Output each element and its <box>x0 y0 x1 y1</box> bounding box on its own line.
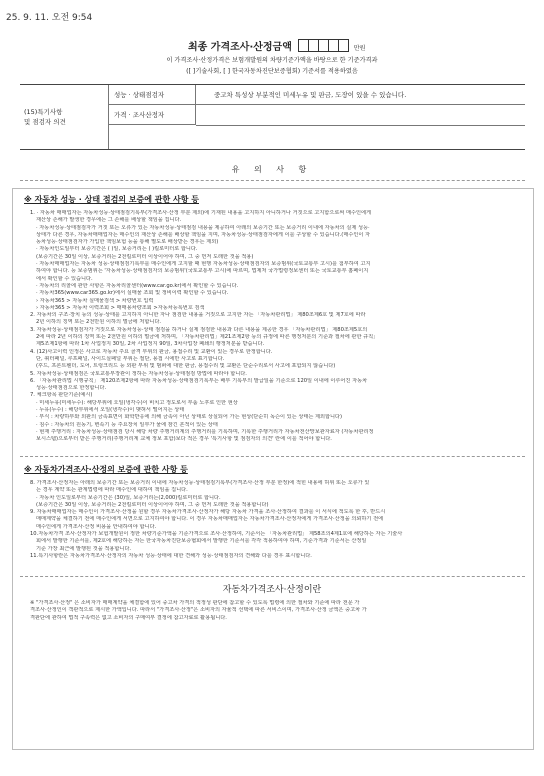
inspector-label: 성능 · 상태점검자 <box>108 85 196 105</box>
notice-line: · 자동차인도일부터 보증기간은 ( )일, 보증거리는 ( )킬로미터로 합니다. <box>36 246 198 253</box>
notice-line: 격조사·산정인이 객관적으로 제시한 가액입니다. 따라서 "가격조사·산정"은 소비자의 자율적 선택에 따른 서비스이며, 가격조사·산정 금액은 중고차 가 <box>30 607 367 614</box>
notice-line: · 자동차성능·상태점검자가 거짓 또는 오류가 있는 자동차성능·상태점검 내용을 제공하여 아래의 보증기간 또는 보증거리 이내에 자동차의 실제 성능· <box>36 224 370 231</box>
notice-line: · 미세누유(미세누수): 해당부위에 오일(냉각수)이 비치고 정도로서 부품 노후로 인한 현상 <box>36 399 238 406</box>
remarks-label-1: (15)특기사항 <box>24 108 63 116</box>
inspector-opinion: 중고차 특성상 부분적인 미세누유 및 판금, 도장이 있을 수 있습니다. <box>196 85 525 105</box>
notice-line: 는 경우 계약 또는 관계법령에 따라 매수인에 대하여 책임을 집니다. <box>36 487 188 494</box>
print-timestamp: 25. 9. 11. 오전 9:54 <box>6 13 93 23</box>
notice-line: 2년 이하의 징역 또는 2천만원 이하의 벌금에 처합니다. <box>36 319 162 326</box>
section2-body <box>30 480 530 560</box>
standard-book-line: ([ ]기술사회, [ ] 한국자동차진단보증협회) 기준서를 적용하였음 <box>186 68 358 75</box>
final-price-label: 최종 가격조사·산정금액 <box>188 42 292 53</box>
notice-line: 10.자동차가격 조사·산정자가 보험개발원이 정한 차량기준가액을 기준가격으로 조사·산정하여, 기준서는 「자동차관리법」 제58조의4제1호에 해당하는 자는 기술사 <box>30 531 403 538</box>
price-digit-boxes <box>298 39 348 55</box>
section3-body <box>24 600 524 622</box>
notice-line: (보증기간은 30일 이상, 보증거리는 2천킬로미터 이상이어야 하며, 그 중 먼저 도래한 것을 적용합니다) <box>36 501 269 508</box>
notice-line: · 자동차 인도일로부터 보증기간은 (30)일, 보증거리는(2,000)킬로미터로 합니다. <box>36 494 221 501</box>
divider <box>20 456 525 457</box>
notice-line: (보증기간은 30일 이상, 보증거리는 2천킬로미터 이상이어야 하며, 그 중 먼저 도래한 것을 적용) <box>36 253 254 260</box>
notice-line: › 자동차365 > 자동차 이력조회 > 매매용차량조회 >자동차등록번호 검색 <box>36 304 205 311</box>
appraiser-opinion <box>196 105 525 126</box>
remarks-table <box>20 84 525 150</box>
notice-line: 에서 확인할 수 있습니다. <box>36 275 93 282</box>
section1-body <box>30 210 530 444</box>
final-price-title <box>188 38 365 55</box>
notice-line: 매매계약을 체결하기 전에 매수인에게 서면으로 고지하여야 합니다. 이 경우 자동차매매업자는 자동차가격조사·산정자에게 가격조사·산정을 의뢰하기 전에 <box>36 516 384 523</box>
notice-line: · 자동차의 리콜에 관한 사항은 자동차리콜센터(www.car.go.kr)에서 확인할 수 있습니다. <box>36 282 239 289</box>
notice-line: 5. 자동차성능·상태점검은 국토교통부장관이 정하는 자동차성능·상태점검 방법에 따라야 합니다. <box>30 370 247 377</box>
notice-line: 하여야 합니다. 등 보증범위는 '자동차성능·상태점검자의 보증범위'(국토교통부 고시)에 따르며, 법제처 국가법령정보센터 또는 국토교통부 홈페이지 <box>36 268 369 275</box>
section2-title: ※ 자동차가격조사·산정의 보증에 관한 사항 등 <box>24 465 188 474</box>
notice-line: · 자동차매매업자는 자동차 성능·상태점검기록부를 매수인에게 고지할 때 현행 자동차성능·상태점검자의 보증범위(국토교통부 고시)를 첨부하여 고지 <box>36 261 371 268</box>
remarks-label-cell <box>20 85 109 149</box>
notice-line: 7. 체크항목 판단기준(예시) <box>30 392 93 399</box>
notice-line: 동차성능·상태점검자가 가입한 책임보험 등을 통해 별도로 배상받는 경우는 제외) <box>36 239 219 246</box>
notice-line: 제5조제1항에 따라 1차 사업정지 30일, 2차 사업정지 90일, 3차사업장 폐쇄의 행정처분을 받습니다. <box>36 341 265 348</box>
notice-line: ※ "가격조사·산정" 은 소비자가 매매계약을 체결함에 있어 중고차 가격의 적정성 판단에 참고할 수 있도록 법령에 의한 절차와 기준에 따라 전문 가 <box>30 600 360 606</box>
notice-line: 매수인에게 가격조사·산정 비용을 안내하여야 합니다. <box>36 523 157 530</box>
notice-line: (후드, 프론트휀더, 도어, 트렁크리드 등 외판 부위 및 범퍼에 대한 판금, 용접수리 및 교환은 단순수리로서 사고에 포함되지 않습니다) <box>36 363 336 370</box>
notice-line: 3. 자동차성능·상태점검자가 거짓으로 자동차성능·상태 점검을 하거나 실제 점검한 내용과 다른 내용을 제공한 경우 「자동차관리법」 제80조제5호의 <box>30 326 368 333</box>
appraiser-label: 가격 · 조사산정자 <box>108 105 196 125</box>
notice-line: 상태가 다른 경우, 자동차매매업자는 매수인의 재산상 손해를 배상할 책임을 지며, 자동차성능·상태점검자에게 이를 구상할 수 있습니다.(매수인이 자 <box>36 231 371 238</box>
notice-heading: 유 의 사 항 <box>231 165 313 174</box>
price-basis-line: 이 가격조사·산정가격은 보험개발원의 차량기준가액을 바탕으로 한 기준가격과 <box>166 57 378 64</box>
notice-line: › 자동차365 > 자동차 실매물검색 > 차량번호 입력 <box>36 297 154 304</box>
notice-line: 1. · 자동차 매매업자는 자동차성능·상태점검기록부(가격조사·산정 부분 제외)에 기재된 내용을 고지하지 아니하거나 거짓으로 고지함으로써 매수인에게 <box>30 210 372 216</box>
notice-line: 기준 가장 최근에 발행된 것을 적용합니다. <box>36 545 132 552</box>
price-unit: 만원 <box>353 45 366 52</box>
notice-line: · 부식 : 차량하부와 외판의 금속표면이 화학반응에 의해 금속이 아닌 상태로 상실되어 가는 현상(단순히 녹슨이 있는 상태는 제외합니다) <box>36 414 343 421</box>
notice-line: 2에 따라 2년 이하의 징역 또는 2천만원 이하의 벌금에 처하며, 「자동차관리법」제21조제2항 등의 규정에 따른 행정처분의 기준과 절차에 관한 규칙」 <box>36 334 379 341</box>
notice-line: 4. (12)사고이력 인정은 사고로 자동차 주요 골격 부위의 판금, 용접수리 및 교환이 있는 경우로 한정합니다. <box>30 348 273 355</box>
notice-line: 단, 쿼터패널, 루프패널, 사이드실패널 부위는 절단, 용접 시에만 사고로 표기합니다. <box>36 355 225 362</box>
notice-line: 보시스템)으로부터 받은 주행거리(주행거리계 교체 정보 포함)보다 적은 경우 '특기사항 및 점검자의 의견' 란에 이를 적어야 합니다. <box>36 436 332 443</box>
notice-line: · 자동차365(www.car365.go.kr)에서 실매물 조회 및 정비이력 확인할 수 있습니다. <box>36 290 229 297</box>
notice-line: 재산상 손해가 발생한 경우에는 그 손해를 배상할 책임을 집니다. <box>36 217 182 224</box>
divider <box>20 576 525 577</box>
notice-line: 2. 자동차의 구조·장치 등의 성능·상태를 고지하지 아니한 자나 점검한 내용을 거짓으로 고지한 자는 「자동차관리법」 제80조제6호 및 제7호에 따라 <box>30 312 366 319</box>
notice-line: · 누유(누수) : 해당부위에서 오일(냉각수)이 맺혀서 떨어지는 상태 <box>36 407 185 414</box>
divider <box>20 180 525 181</box>
notice-line: 회에서 발행한 기준서를, 제2호에 해당하는 자는 한국자동차진단보증협회에서 발행한 기준서를 각각 적용하여야 하며, 기준가격과 기준서는 산정일 <box>36 538 367 545</box>
section3-title: 자동차가격조사·산정이란 <box>222 585 322 595</box>
notice-line: 6. 「자동차관리법 시행규칙」 제120조제2항에 따라 자동차성능·상태점검기록부는 배부 기록부의 발급일을 기준으로 120일 이내에 이루어진 자동차 <box>30 377 368 384</box>
notice-line: · 현재 주행거리 : 자동차성능·상태점검 당시 해당 차량 주행거리계의 주행거리를 기록하며, 기록한 주행거리가 자동차전산망보관자료자 (자동차관리정 <box>36 428 374 435</box>
notice-line: · 침수 : 자동차의 원동기, 변속기 등 주요장치 일부가 물에 잠긴 흔적이 있는 상태 <box>36 421 218 428</box>
section1-title: ※ 자동차 성능 · 상태 점검의 보증에 관한 사항 등 <box>24 195 199 204</box>
notice-line: 9. 자동차매매업자는 매수인이 가격조사·산정을 원할 경우 자동차가격조사·산정자가 해당 자동차 가격을 조사·산정하여 결과를 이 서식에 적도록 한 후, 반드시 <box>30 509 386 516</box>
notice-line: 8. 가격조사·산정자는 아래의 보증기간 또는 보증거리 이내에 자동차성능·상태점검기록부(가격조사·산정 부분 한정)에 적힌 내용에 허위 또는 오류가 있 <box>30 480 370 486</box>
notice-line: 성능·상태점검으로 한정합니다. <box>36 385 107 392</box>
notice-line: 격판단에 관하여 법적 구속력은 없고 소비자의 구매여부 결정에 참고자료로 활용됩니다. <box>30 614 227 621</box>
remarks-label-2: 및 점검자 의견 <box>24 118 66 126</box>
notice-line: 11.특기사항란은 자동차가격조사·산정자의 자동차 성능·상태에 대한 견해가 성능·상태점검자의 견해와 다를 경우 표시합니다. <box>30 552 312 559</box>
